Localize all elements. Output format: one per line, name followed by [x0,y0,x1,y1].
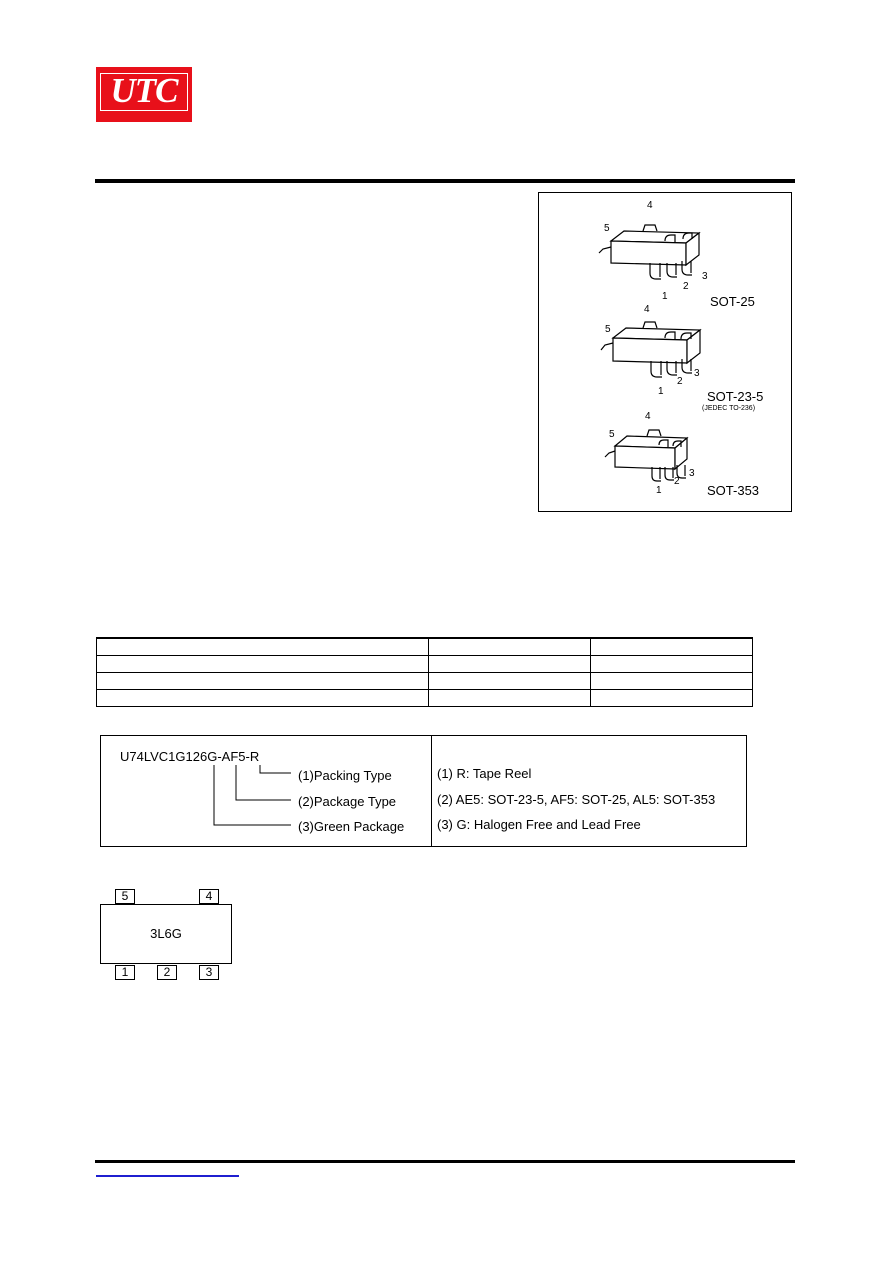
table-row [97,690,753,707]
sot-23-5-jedec-note: (JEDEC TO-236) [702,405,756,412]
field-green-package: (3)Green Package [298,819,405,834]
marking-pin-5: 5 [115,889,135,904]
sot-23-5-label: SOT-23-5 [707,389,764,404]
sot-23-5-pin-1: 1 [658,386,664,397]
sot-353-pin-4: 4 [645,411,651,422]
utc-logo [96,67,192,122]
sot-25-label: SOT-25 [710,294,755,309]
part-number-divider [431,736,432,846]
table-row [97,673,753,690]
sot-23-5-pin-2: 2 [677,376,683,387]
logo-text: UTC [110,71,178,110]
marking-body [100,904,232,964]
field-package-type: (2)Package Type [298,794,397,809]
footer-link-underline[interactable] [96,1175,239,1177]
marking-pin-3: 3 [199,965,219,980]
sot-23-5-pin-3: 3 [694,368,700,379]
marking-pin-1: 1 [115,965,135,980]
table-row [97,638,753,656]
sot-25-drawing [599,225,699,279]
field-packing-type: (1)Packing Type [298,768,392,783]
sot-353-pin-3: 3 [689,468,695,479]
sot-353-pin-2: 2 [674,476,680,487]
sot-25-pin-4: 4 [647,200,653,211]
marking-code: 3L6G [150,926,182,941]
part-number-code: U74LVC1G126G-AF5-R [120,749,260,764]
ordering-table [96,637,753,707]
sot-353-drawing [605,430,687,481]
sot-353-pin-1: 1 [656,485,662,496]
sot-353-pin-5: 5 [609,429,615,440]
table-row [97,656,753,673]
sot-23-5-pin-4: 4 [644,304,650,315]
sot-23-5-pin-5: 5 [605,324,611,335]
sot-25-pin-3: 3 [702,271,708,282]
sot-23-5-drawing [601,322,700,377]
footer-rule [95,1160,795,1163]
part-number-box [100,735,747,847]
note-green-package: (3) G: Halogen Free and Lead Free [437,817,641,832]
sot-25-pin-1: 1 [662,291,668,302]
note-packing-type: (1) R: Tape Reel [437,766,532,781]
package-outline-box [538,192,792,512]
header-rule [95,179,795,183]
sot-25-pin-2: 2 [683,281,689,292]
marking-pin-2: 2 [157,965,177,980]
sot-25-pin-5: 5 [604,223,610,234]
marking-pin-4: 4 [199,889,219,904]
sot-353-label: SOT-353 [707,483,760,498]
note-package-type: (2) AE5: SOT-23-5, AF5: SOT-25, AL5: SOT-353 [437,792,716,807]
package-drawings [539,193,791,511]
